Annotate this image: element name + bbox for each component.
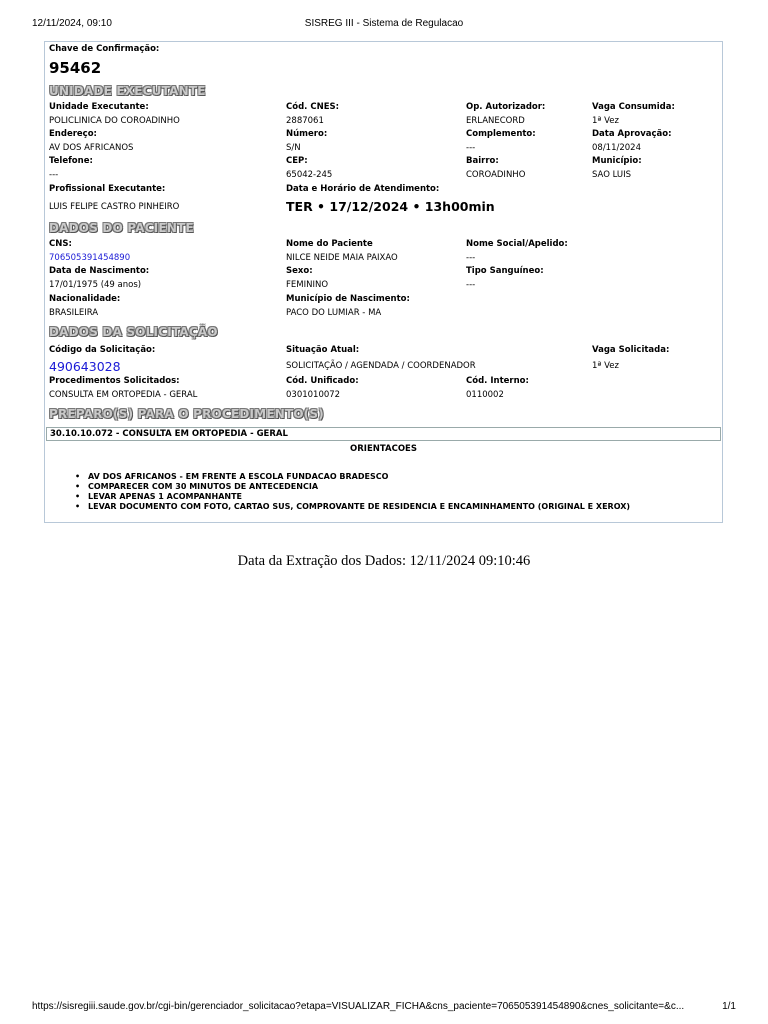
print-url: https://sisregiii.saude.gov.br/cgi-bin/gerenciador_solicitacao?etapa=VISUALIZAR_FICHA&cns_paciente=706505391454890&cnes_solicitante=&c... (32, 1001, 685, 1012)
procedimentos-label: Procedimentos Solicitados: (49, 376, 180, 386)
data-aprovacao-value: 08/11/2024 (592, 143, 641, 153)
cod-interno-value: 0110002 (466, 390, 504, 400)
complemento-value: --- (466, 143, 476, 153)
atendimento-value: TER • 17/12/2024 • 13h00min (286, 199, 495, 214)
unidade-value: POLICLINICA DO COROADINHO (49, 116, 180, 126)
vaga-solicitada-value: 1ª Vez (592, 361, 619, 371)
cns-label: CNS: (49, 239, 72, 249)
confirmation-label: Chave de Confirmação: (49, 44, 160, 54)
bairro-label: Bairro: (466, 156, 499, 166)
sexo-value: FEMININO (286, 280, 329, 290)
section-dados-solicitacao: DADOS DA SOLICITAÇÃO (49, 325, 218, 339)
print-header (32, 18, 736, 30)
cnes-value: 2887061 (286, 116, 324, 126)
orientacao-item: • COMPARECER COM 30 MINUTOS DE ANTECEDENCIA (75, 482, 630, 492)
telefone-value: --- (49, 170, 59, 180)
print-footer (32, 1001, 736, 1013)
telefone-label: Telefone: (49, 156, 93, 166)
nome-social-value: --- (466, 253, 476, 263)
orientacao-item: • LEVAR APENAS 1 ACOMPANHANTE (75, 492, 630, 502)
orientacao-item: • AV DOS AFRICANOS - EM FRENTE A ESCOLA FUNDACAO BRADESCO (75, 472, 630, 482)
cep-value: 65042-245 (286, 170, 333, 180)
tipo-sanguineo-label: Tipo Sanguíneo: (466, 266, 544, 276)
endereco-value: AV DOS AFRICANOS (49, 143, 134, 153)
cnes-label: Cód. CNES: (286, 102, 340, 112)
atendimento-label: Data e Horário de Atendimento: (286, 184, 440, 194)
orientacao-item: • LEVAR DOCUMENTO COM FOTO, CARTAO SUS, COMPROVANTE DE RESIDENCIA E ENCAMINHAMENTO (ORIGINAL E XEROX) (75, 502, 630, 512)
cns-link[interactable]: 706505391454890 (49, 253, 131, 263)
nascimento-value: 17/01/1975 (49 anos) (49, 280, 142, 290)
sexo-label: Sexo: (286, 266, 313, 276)
codigo-solicitacao-link[interactable]: 490643028 (49, 359, 121, 374)
nacionalidade-value: BRASILEIRA (49, 308, 99, 318)
orientacoes-title: ORIENTACOES (350, 444, 417, 454)
numero-label: Número: (286, 129, 328, 139)
orientacoes-list (75, 472, 630, 512)
op-autorizador-value: ERLANECORD (466, 116, 525, 126)
print-datetime: 12/11/2024, 09:10 (32, 18, 112, 29)
unidade-label: Unidade Executante: (49, 102, 149, 112)
situacao-label: Situação Atual: (286, 345, 360, 355)
data-aprovacao-label: Data Aprovação: (592, 129, 672, 139)
ficha-card (44, 41, 723, 523)
vaga-consumida-value: 1ª Vez (592, 116, 619, 126)
print-page-number: 1/1 (722, 1001, 736, 1012)
situacao-value: SOLICITAÇÃO / AGENDADA / COORDENADOR (286, 361, 476, 371)
cod-interno-label: Cód. Interno: (466, 376, 529, 386)
nome-paciente-label: Nome do Paciente (286, 239, 373, 249)
section-preparo: PREPARO(S) PARA O PROCEDIMENTO(S) (49, 407, 324, 421)
nacionalidade-label: Nacionalidade: (49, 294, 121, 304)
confirmation-code: 95462 (49, 59, 102, 77)
nome-social-label: Nome Social/Apelido: (466, 239, 568, 249)
municipio-label: Município: (592, 156, 642, 166)
extraction-date: Data da Extração dos Dados: 12/11/2024 09:10:46 (237, 553, 531, 569)
profissional-value: LUIS FELIPE CASTRO PINHEIRO (49, 202, 180, 212)
cod-unificado-value: 0301010072 (286, 390, 341, 400)
vaga-solicitada-label: Vaga Solicitada: (592, 345, 670, 355)
nome-paciente-value: NILCE NEIDE MAIA PAIXAO (286, 253, 398, 263)
print-title: SISREG III - Sistema de Regulacao (304, 18, 464, 29)
cep-label: CEP: (286, 156, 308, 166)
profissional-label: Profissional Executante: (49, 184, 166, 194)
nascimento-label: Data de Nascimento: (49, 266, 150, 276)
preparo-procedimento: 30.10.10.072 - CONSULTA EM ORTOPEDIA - GERAL (46, 427, 721, 441)
numero-value: S/N (286, 143, 301, 153)
section-unidade-executante: UNIDADE EXECUTANTE (49, 84, 206, 98)
cod-unificado-label: Cód. Unificado: (286, 376, 359, 386)
op-autorizador-label: Op. Autorizador: (466, 102, 546, 112)
section-dados-paciente: DADOS DO PACIENTE (49, 221, 194, 235)
tipo-sanguineo-value: --- (466, 280, 476, 290)
vaga-consumida-label: Vaga Consumida: (592, 102, 675, 112)
bairro-value: COROADINHO (466, 170, 526, 180)
endereco-label: Endereço: (49, 129, 97, 139)
municipio-nascimento-label: Município de Nascimento: (286, 294, 410, 304)
complemento-label: Complemento: (466, 129, 536, 139)
municipio-nascimento-value: PACO DO LUMIAR - MA (286, 308, 382, 318)
procedimentos-value: CONSULTA EM ORTOPEDIA - GERAL (49, 390, 198, 400)
municipio-value: SAO LUIS (592, 170, 632, 180)
codigo-solicitacao-label: Código da Solicitação: (49, 345, 156, 355)
